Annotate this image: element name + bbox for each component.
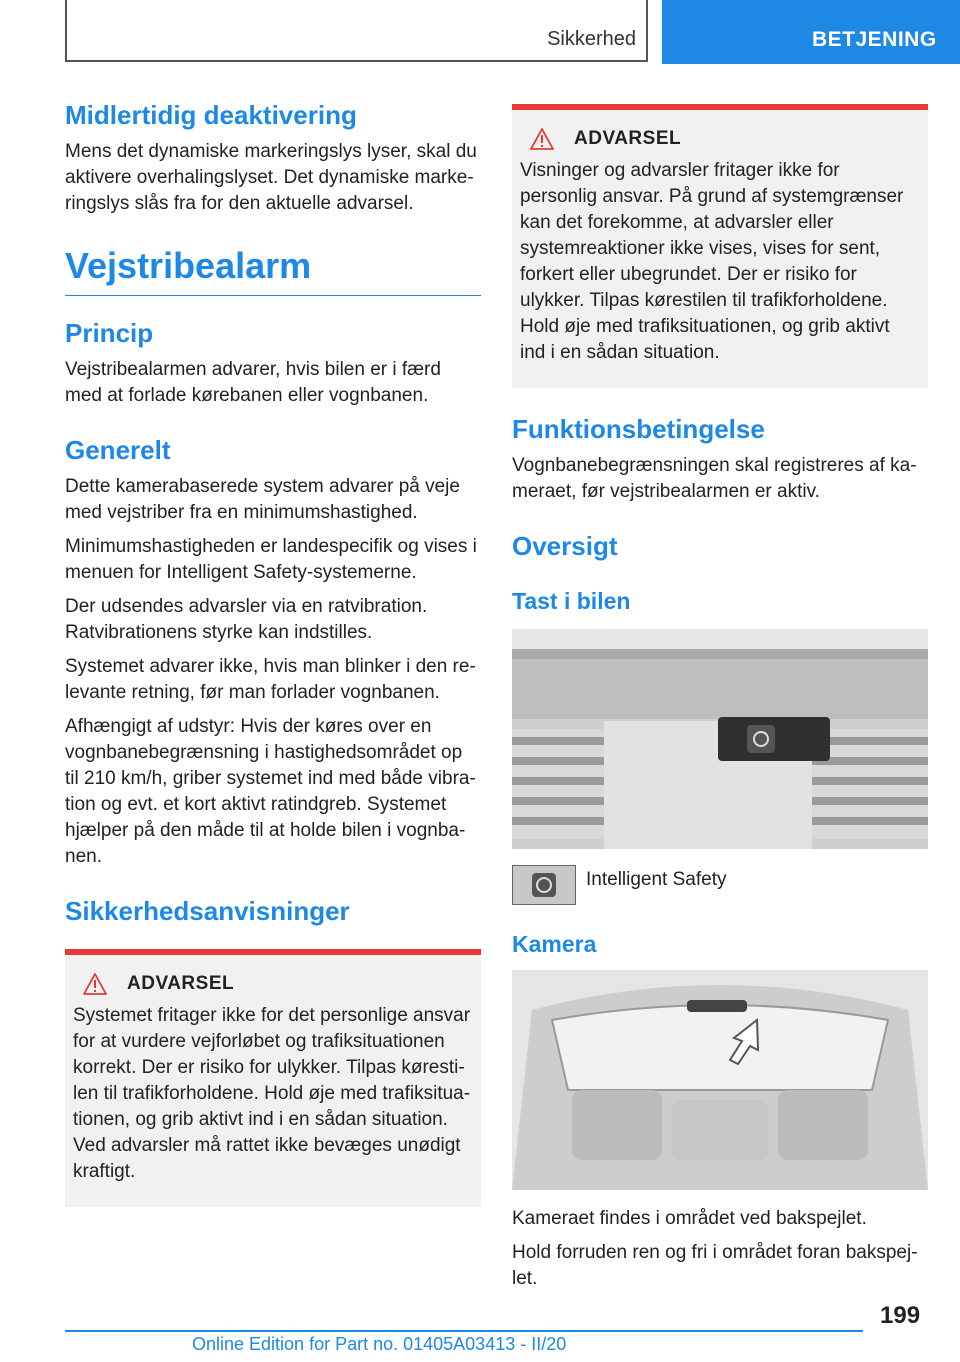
- warning-triangle-icon: [83, 973, 107, 995]
- paragraph: Dette kamerabaserede system advarer på veje med vejstriber fra en minimumshastighed.: [65, 476, 460, 523]
- button-legend: [512, 865, 928, 905]
- intelligent-safety-button[interactable]: [512, 865, 576, 905]
- paragraph: Der udsendes advarsler via en ratvibration. Ratvibrationens styrke kan indstilles.: [65, 596, 428, 643]
- heading-tast: Tast i bilen: [512, 588, 631, 614]
- heading-kamera: Kamera: [512, 931, 597, 957]
- heading-midlertidig: Midlertidig deaktivering: [65, 100, 357, 130]
- header-section: Sikkerhed: [547, 28, 636, 50]
- heading-generelt: Generelt: [65, 435, 171, 465]
- right-column: [512, 100, 928, 1300]
- camera-interior-photo: [512, 970, 928, 1190]
- heading-oversigt: Oversigt: [512, 531, 618, 561]
- warning-box: [512, 104, 928, 388]
- page-title: Vejstribealarm: [65, 245, 481, 296]
- paragraph: Kameraet findes i området ved bakspejlet.: [512, 1208, 867, 1229]
- paragraph: Systemet advarer ikke, hvis man blinker i den relevante retning, før man forlader vognbanen.: [65, 656, 476, 703]
- warning-text: Visninger og advarsler fritager ikke for personlig ansvar. På grund af systemgrænser kan det forekomme, at advarsler eller systemreaktioner ikke vises, vises for sent, forkert eller ubegrundet. Der er risiko for ulykker. Tilpas kørestilen til trafikforholdene. Hold øje med trafiksituationen, og grib aktivt ind i en sådan situation.: [520, 160, 904, 363]
- paragraph: Hold forruden ren og fri i området foran bakspejlet.: [512, 1242, 918, 1289]
- page-number: 199: [880, 1302, 921, 1329]
- button-label: Intelligent Safety: [586, 869, 727, 890]
- warning-box: [65, 949, 481, 1207]
- dashboard-button-photo: [512, 629, 928, 849]
- header-tab: BETJENING: [662, 0, 960, 64]
- page-header: [0, 0, 960, 64]
- warning-triangle-icon: [530, 128, 554, 150]
- safety-icon: [530, 871, 558, 899]
- warning-head: [83, 973, 473, 995]
- paragraph: Mens det dynamiske markeringslys lyser, skal du aktivere overhalingslyset. Det dynamiske markeringslys slås fra for den aktuelle advarsel.: [65, 141, 477, 214]
- heading-princip: Princip: [65, 318, 154, 348]
- paragraph: Vognbanebegrænsningen skal registreres af kameraet, før vejstribealarmen er aktiv.: [512, 455, 917, 502]
- footer-text: Online Edition for Part no. 01405A03413 - II/20: [192, 1334, 567, 1354]
- heading-sikkerhed: Sikkerhedsanvisninger: [65, 896, 350, 926]
- paragraph: Minimumshastigheden er landespecifik og vises i menuen for Intelligent Safety-systemerne.: [65, 536, 477, 583]
- warning-title: ADVARSEL: [127, 973, 235, 994]
- left-column: [65, 100, 481, 1207]
- warning-head: [530, 128, 920, 150]
- heading-funktionsbetingelse: Funktionsbetingelse: [512, 414, 765, 444]
- warning-title: ADVARSEL: [574, 128, 682, 149]
- footer-divider: [65, 1330, 863, 1332]
- paragraph: Vejstribealarmen advarer, hvis bilen er i færd med at forlade kørebanen eller vognbanen.: [65, 359, 441, 406]
- warning-text: Systemet fritager ikke for det personlige ansvar for at vurdere vejforløbet og trafiksituationen korrekt. Der er risiko for ulykker. Tilpas kørestilen til trafikforholdene. Hold øje med trafiksituationen, og grib aktivt ind i en sådan situation. Ved advarsler må rattet ikke bevæges unødigt kraftigt.: [73, 1005, 471, 1182]
- paragraph: Afhængigt af udstyr: Hvis der køres over en vognbanebegrænsning i hastighedsområdet op til 210 km/h, griber systemet ind med både vibration og evt. et kort aktivt ratindgreb. Systemet hjælper på den måde til at holde bilen i vognbanen.: [65, 716, 476, 867]
